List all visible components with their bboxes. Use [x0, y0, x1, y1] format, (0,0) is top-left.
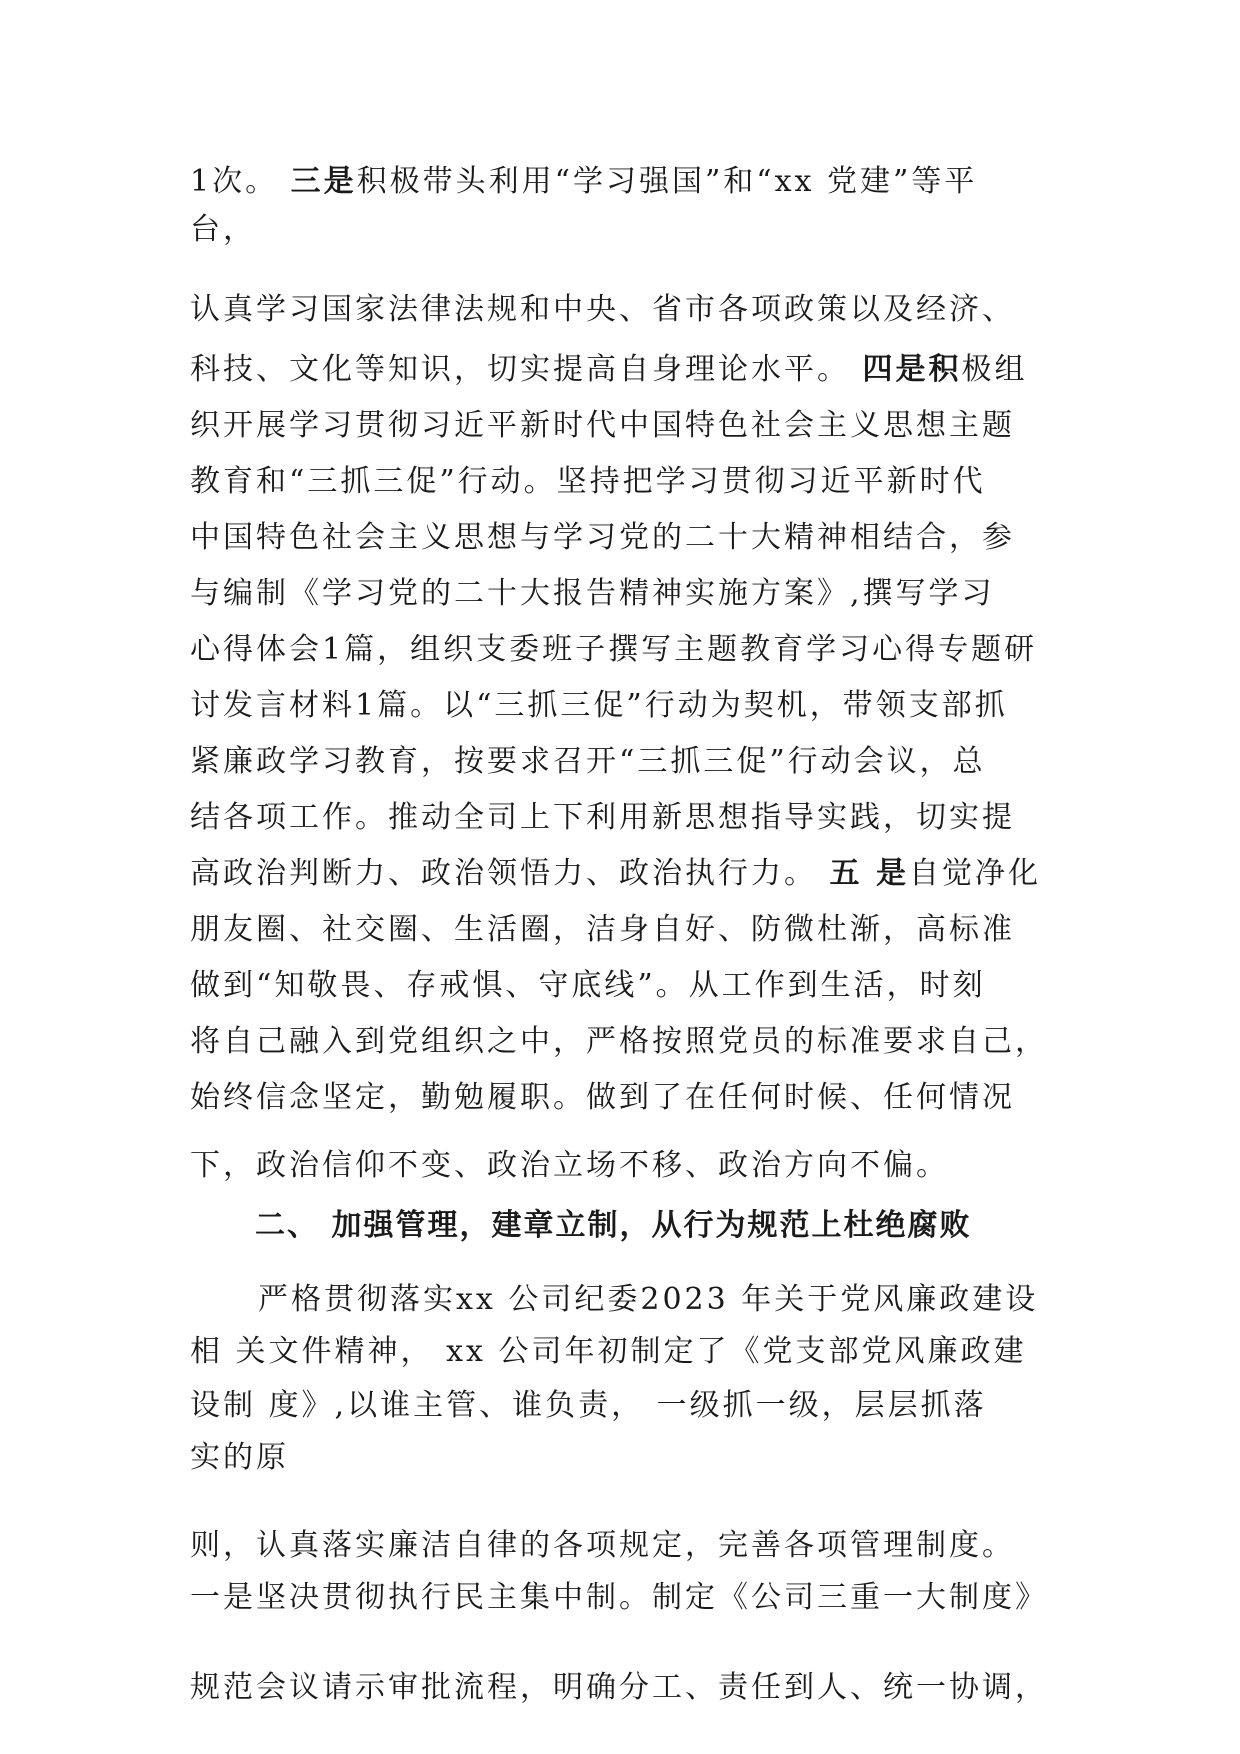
body-line: 则，认真落实廉洁自律的各项规定，完善各项管理制度。: [190, 1528, 1015, 1563]
body-line: 设制 度》,以谁主管、谁负责， 一级抓一级，层层抓落: [190, 1388, 987, 1423]
line-text: 始终信念坚定，勤勉履职。做到了在任何时候、任何情况: [190, 1080, 1015, 1115]
line-text: 极组: [961, 352, 1028, 387]
body-line: [190, 290, 1070, 330]
line-text: 1次。: [190, 164, 291, 199]
body-line: 相 关文件精神， xx 公司年初制定了《党支部党风廉政建: [190, 1334, 1027, 1369]
body-line: [190, 574, 1070, 614]
body-line: [190, 350, 1070, 390]
body-line: [190, 462, 1070, 502]
line-text: 结各项工作。推动全司上下利用新思想指导实践，切实提: [190, 800, 1015, 835]
body-line: [190, 1146, 1070, 1186]
body-line: 实的原: [190, 1440, 289, 1475]
body-line: [190, 406, 1070, 446]
body-line: [190, 686, 1070, 726]
body-line: [190, 1078, 1070, 1118]
body-line: [190, 162, 1070, 202]
line-text: 中国特色社会主义思想与学习党的二十大精神相结合，参: [190, 520, 1015, 555]
line-text: 朋友圈、社交圈、生活圈，洁身自好、防微杜渐，高标准: [190, 912, 1015, 947]
body-line: [190, 966, 1070, 1006]
line-text: 紧廉政学习教育，按要求召开“三抓三促”行动会议，总: [190, 744, 986, 779]
body-line: 规范会议请示审批流程，明确分工、责任到人、统一协调，: [190, 1670, 1048, 1705]
body-line: [190, 1022, 1070, 1062]
body-line: [190, 742, 1070, 782]
line-text: 下，政治信仰不变、政治立场不移、政治方向不偏。: [190, 1148, 949, 1183]
line-text: 做到“知敬畏、存戒惧、守底线”。从工作到生活，时刻: [190, 968, 986, 1003]
line-text: 与编制《学习党的二十大报告精神实施方案》,撰写学习: [190, 576, 995, 611]
line-text: 认真学习国家法律法规和中央、省市各项政策以及经济、: [190, 292, 1015, 327]
body-line: 严格贯彻落实xx 公司纪委2023 年关于党风廉政建设: [258, 1282, 1039, 1317]
body-line: [190, 210, 1070, 250]
line-text: 心得体会1篇，组织支委班子撰写主题教育学习心得专题研: [190, 632, 1038, 667]
body-line: [190, 630, 1070, 670]
emphasis-text: 三是: [290, 164, 357, 199]
body-line: [190, 854, 1070, 894]
body-line: [190, 910, 1070, 950]
line-text: 织开展学习贯彻习近平新时代中国特色社会主义思想主题: [190, 408, 1015, 443]
body-line: [190, 798, 1070, 838]
line-text: 高政治判断力、政治领悟力、政治执行力。: [190, 856, 830, 891]
line-text: 讨发言材料1篇。以“三抓三促”行动为契机，带领支部抓: [190, 688, 1008, 723]
body-line: 一是坚决贯彻执行民主集中制。制定《公司三重一大制度》: [190, 1580, 1048, 1615]
section-heading: 二、 加强管理，建章立制，从行为规范上杜绝腐败: [255, 1208, 972, 1243]
line-text: 积极带头利用“学习强国”和“xx 党建”等平: [356, 164, 978, 199]
emphasis-text: 五 是: [829, 856, 909, 891]
line-text: 教育和“三抓三促”行动。坚持把学习贯彻习近平新时代: [190, 464, 986, 499]
line-text: 将自己融入到党组织之中，严格按照党员的标准要求自己，: [190, 1024, 1048, 1059]
emphasis-text: 四是积: [862, 352, 962, 387]
body-line: [190, 518, 1070, 558]
line-text: 自觉净化: [909, 856, 1041, 891]
line-text: 台，: [190, 212, 256, 247]
line-text: 科技、文化等知识，切实提高自身理论水平。: [190, 352, 863, 387]
